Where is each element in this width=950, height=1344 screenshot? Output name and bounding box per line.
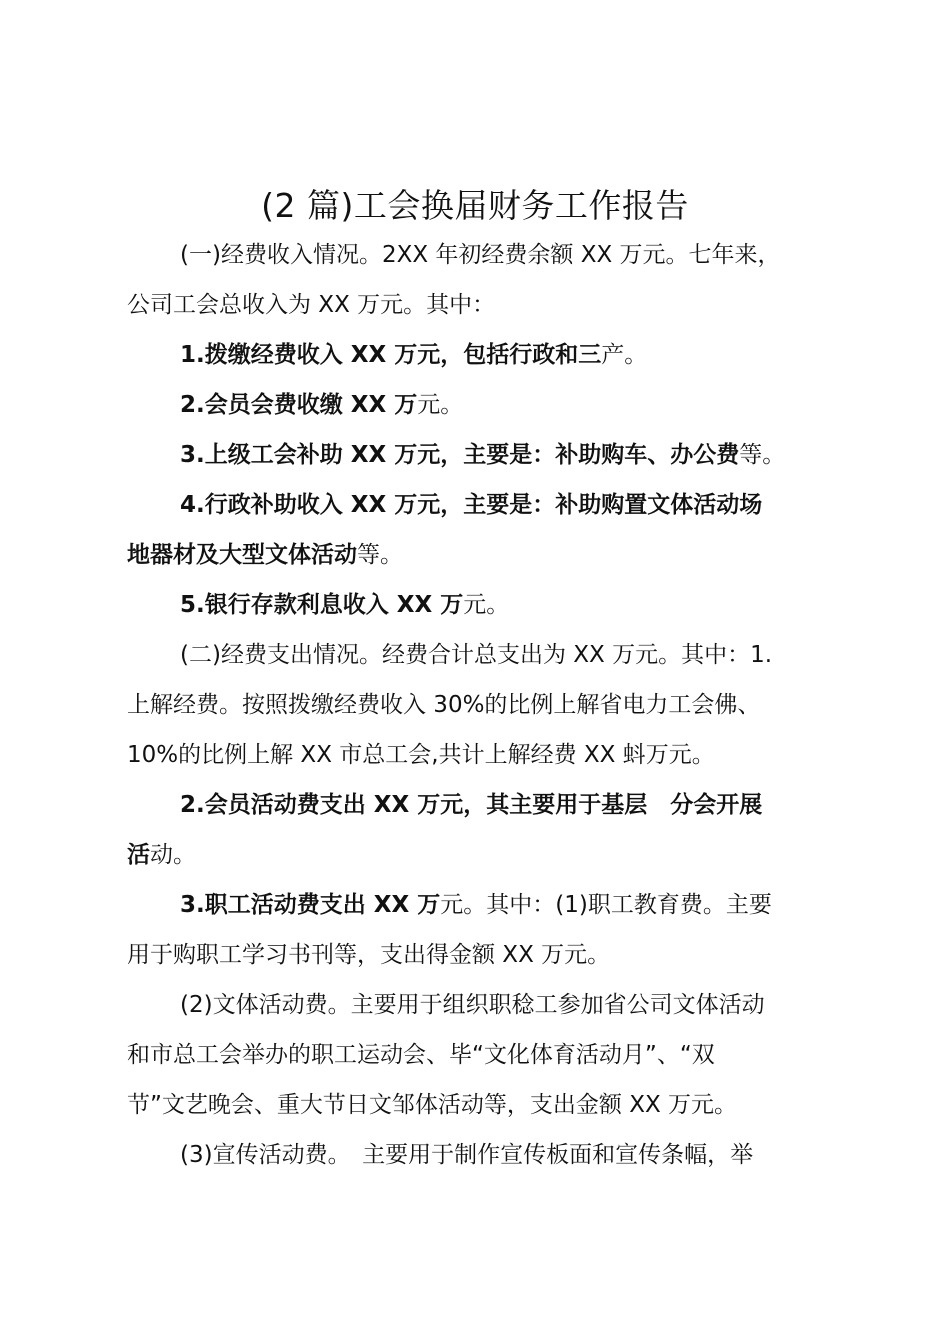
paragraph-line [180, 780, 762, 830]
paragraph-line [180, 630, 772, 680]
text-run: 上解经费。按照拨缴经费收入 30%的比例上解省电力工会佛、 [127, 692, 761, 718]
paragraph-line [180, 1130, 753, 1180]
text-run: 和市总工会举办的职工运动会、毕“文化体育活动月”、“双 [127, 1042, 715, 1068]
text-run-bold: 1.拨缴经费收入 XX 万元，包括行政和三 [180, 342, 602, 368]
paragraph-line [180, 430, 785, 480]
text-run: 产。 [601, 342, 648, 368]
text-run: 公司工会总收入为 XX 万元。其中： [127, 292, 496, 318]
paragraph-line [127, 280, 495, 330]
text-run: (二)经费支出情况。经费合计总支出为 XX 万元。其中：1. [180, 642, 773, 668]
paragraph-line [127, 930, 610, 980]
text-run: (2)文体活动费。主要用于组织职稔工参加省公司文体活动 [180, 992, 765, 1018]
text-run-bold: 3.职工活动费支出 XX 万 [180, 892, 441, 918]
text-run-bold: 5.银行存款利息收入 XX 万 [180, 592, 464, 618]
paragraph-line [180, 230, 781, 280]
text-run: 等。 [739, 442, 786, 468]
paragraph-line [180, 880, 772, 930]
paragraph-line [127, 730, 715, 780]
text-run: 等。 [357, 542, 403, 568]
text-run: (3)宣传活动费。 主要用于制作宣传板面和宣传条幅，举 [180, 1142, 754, 1168]
text-run: 节”文艺晚会、重大节日文邹体活动等，支出金额 XX 万元。 [127, 1092, 738, 1118]
paragraph-line [180, 580, 509, 630]
paragraph-line [127, 1080, 737, 1130]
text-run-bold: 地器材及大型文体活动 [127, 542, 357, 568]
text-run: 10%的比例上解 XX 市总工会,共计上解经费 XX 蚪万元。 [127, 742, 715, 768]
paragraph-line [180, 380, 463, 430]
text-run-bold: 活 [127, 842, 150, 868]
paragraph-line [127, 1030, 715, 1080]
text-run: (一)经费收入情况。2XX 年初经费余额 XX 万元。七年来， [180, 242, 781, 268]
text-run: 元。 [417, 392, 464, 418]
text-run: 元。 [463, 592, 510, 618]
paragraph-line [127, 830, 196, 880]
text-run-bold: 2.会员会费收缴 XX 万 [180, 392, 418, 418]
text-run: 动。 [150, 842, 196, 868]
text-run-bold: 2.会员活动费支出 XX 万元，其主要用于基层 分会开展 [180, 792, 763, 818]
paragraph-line [127, 680, 760, 730]
paragraph-line [180, 980, 765, 1030]
text-run: 用于购职工学习书刊等，支出得金额 XX 万元。 [127, 942, 611, 968]
paragraph-line [180, 480, 762, 530]
text-run-bold: 3.上级工会补助 XX 万元，主要是：补助购车、办公费 [180, 442, 740, 468]
text-run-bold: 4.行政补助收入 XX 万元，主要是：补助购置文体活动场 [180, 492, 763, 518]
paragraph-line [180, 330, 647, 380]
text-run: 元。其中：(1)职工教育费。主要 [440, 892, 772, 918]
paragraph-line [127, 530, 403, 580]
document-title: (2 篇)工会换届财务工作报告 [261, 186, 689, 225]
